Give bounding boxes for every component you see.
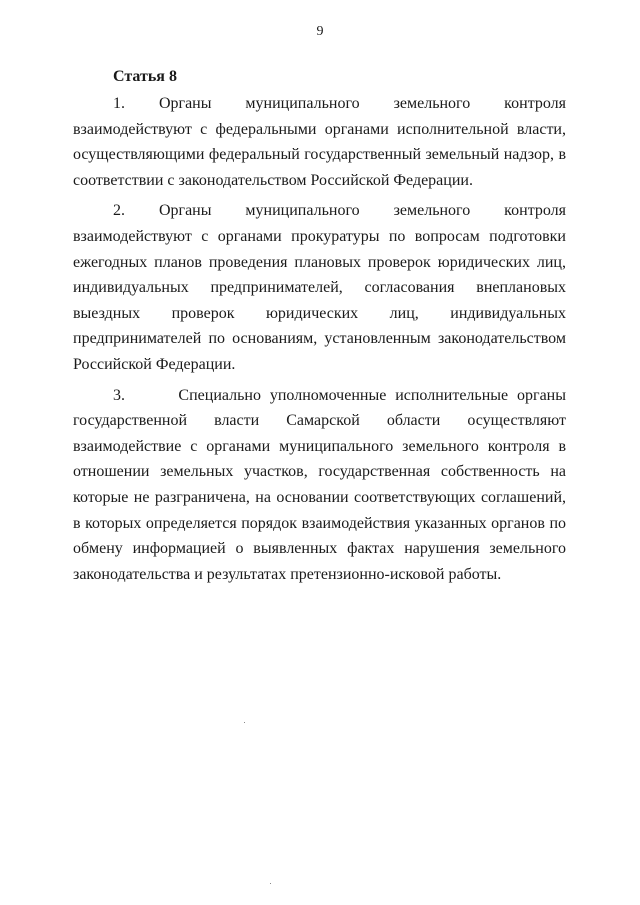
article-body [73,64,566,592]
article-heading: Статья 8 [113,68,177,85]
article-paragraph-2 [73,198,566,377]
scan-speck [244,722,245,723]
page-number: 9 [316,24,324,39]
paragraph-text: Специально уполномоченные исполнительные органы государственной власти Самарской области осуществляют взаимодействие с органами муниципального земельного контроля в отношении земельных участков, государственная собственность на которые не разграничена, на основании соответствующих соглашений, в которых определяется порядок взаимодействия указанных органов по обмену информацией о выявленных фактах нарушения земельного законодательства и результатах претензионно-исковой работы. [73,386,566,583]
paragraph-number: 3. [113,386,125,404]
paragraph-text: Органы муниципального земельного контроля взаимодействуют с органами прокуратуры по вопросам подготовки ежегодных планов проведения плановых проверок юридических лиц, индивидуальных предпринимателей, согласования внеплановых выездных проверок юридических лиц, индивидуальных предпринимателей по основаниям, установленным законодательством Российской Федерации. [73,202,567,373]
paragraph-number: 2. [113,202,125,220]
article-paragraph-3 [73,383,566,588]
paragraph-number: 1. [113,95,125,112]
scan-speck [270,883,271,884]
paragraph-text: Органы муниципального земельного контроля взаимодействуют с федеральными органами исполнительной власти, осуществляющими федеральный государственный земельный надзор, в соответствии с законодательством Российской Федерации. [73,95,567,189]
article-paragraph-1 [73,91,566,193]
